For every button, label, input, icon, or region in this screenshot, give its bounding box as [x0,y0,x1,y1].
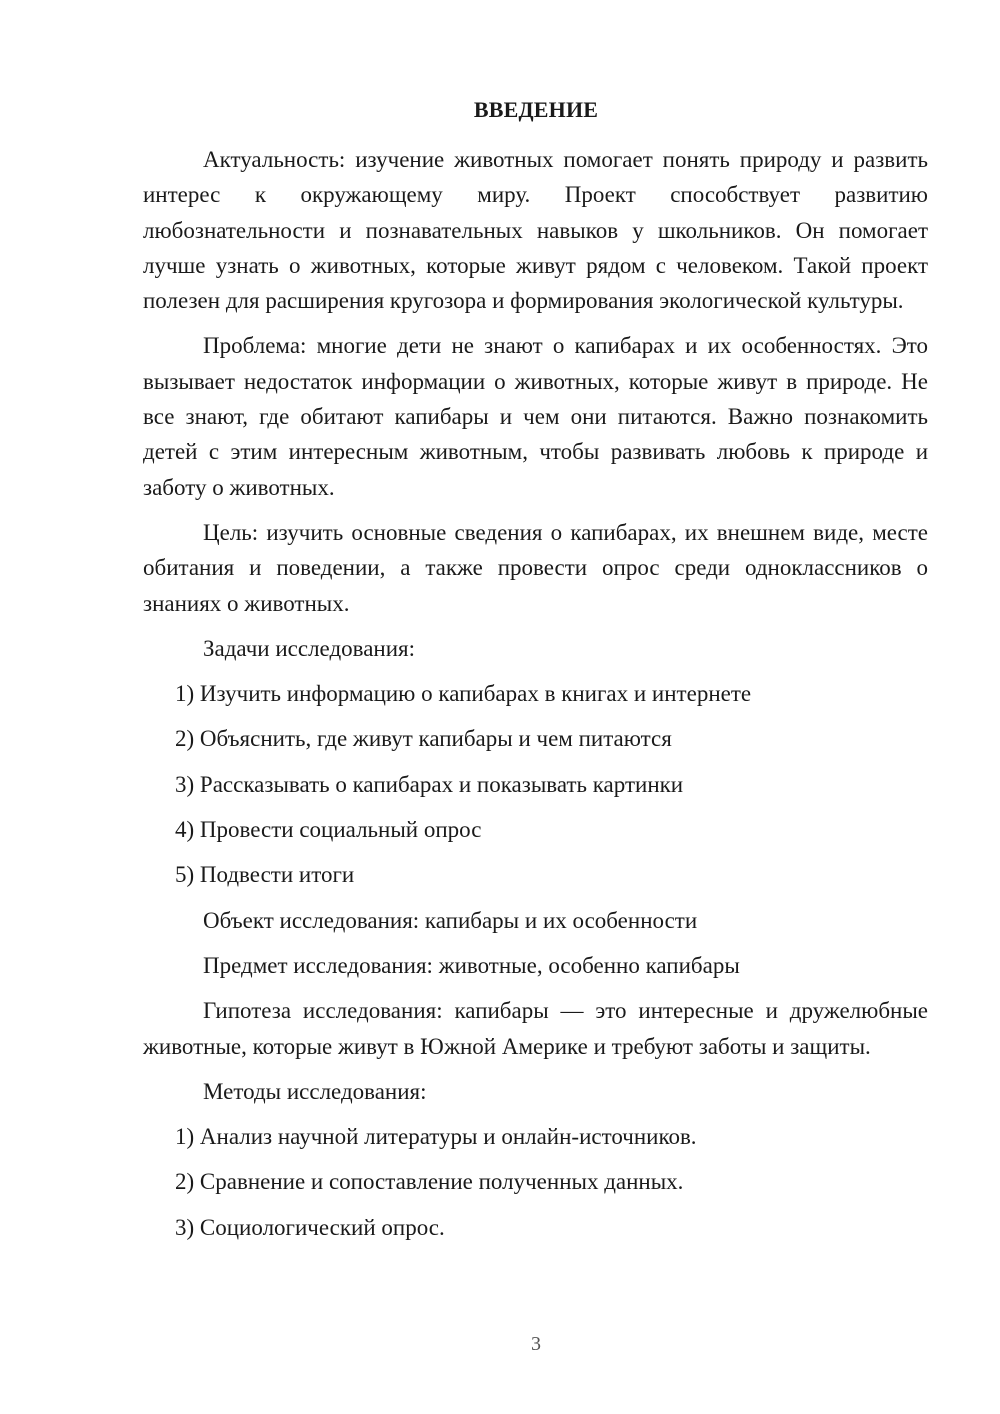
page-number: 3 [531,1333,541,1355]
relevance-paragraph: Актуальность: изучение животных помогает понять природу и развить интерес к окружающему миру. Проект способствует развитию любознательности и познавательных навыков у школьников. Он помогает лучше узнать о животных, которые живут рядом с человеком. Такой проект полезен для расширения кругозора и формирования экологической культуры. [143,147,928,314]
methods-list [143,1119,928,1245]
tasks-list [143,676,928,892]
list-item: 4) Провести социальный опрос [175,817,482,843]
tasks-heading: Задачи исследования: [203,635,416,661]
subject-paragraph: Предмет исследования: животные, особенно капибары [203,952,740,978]
list-item: 1) Анализ научной литературы и онлайн-источников. [175,1124,697,1150]
list-item: 1) Изучить информацию о капибарах в книгах и интернете [175,681,752,707]
list-item: 2) Объяснить, где живут капибары и чем питаются [175,726,672,752]
list-item: 3) Рассказывать о капибарах и показывать картинки [175,771,684,797]
methods-heading: Методы исследования: [203,1078,427,1104]
hypothesis-paragraph: Гипотеза исследования: капибары — это интересные и дружелюбные животные, которые живут в Южной Америке и требуют заботы и защиты. [143,998,928,1059]
goal-paragraph: Цель: изучить основные сведения о капибарах, их внешнем виде, месте обитания и поведении, а также провести опрос среди одноклассников о знаниях о животных. [143,519,928,616]
list-item: 3) Социологический опрос. [175,1214,445,1240]
list-item: 5) Подвести итоги [175,862,355,888]
problem-paragraph: Проблема: многие дети не знают о капибарах и их особенностях. Это вызывает недостаток информации о животных, которые живут в природе. Не все знают, где обитают капибары и чем они питаются. Важно познакомить детей с этим интересным животным, чтобы развивать любовь к природе и заботу о животных. [143,333,928,500]
object-paragraph: Объект исследования: капибары и их особенности [203,907,698,933]
body-content [143,142,928,1255]
list-item: 2) Сравнение и сопоставление полученных данных. [175,1169,684,1195]
section-title: ВВЕДЕНИЕ [473,97,599,122]
